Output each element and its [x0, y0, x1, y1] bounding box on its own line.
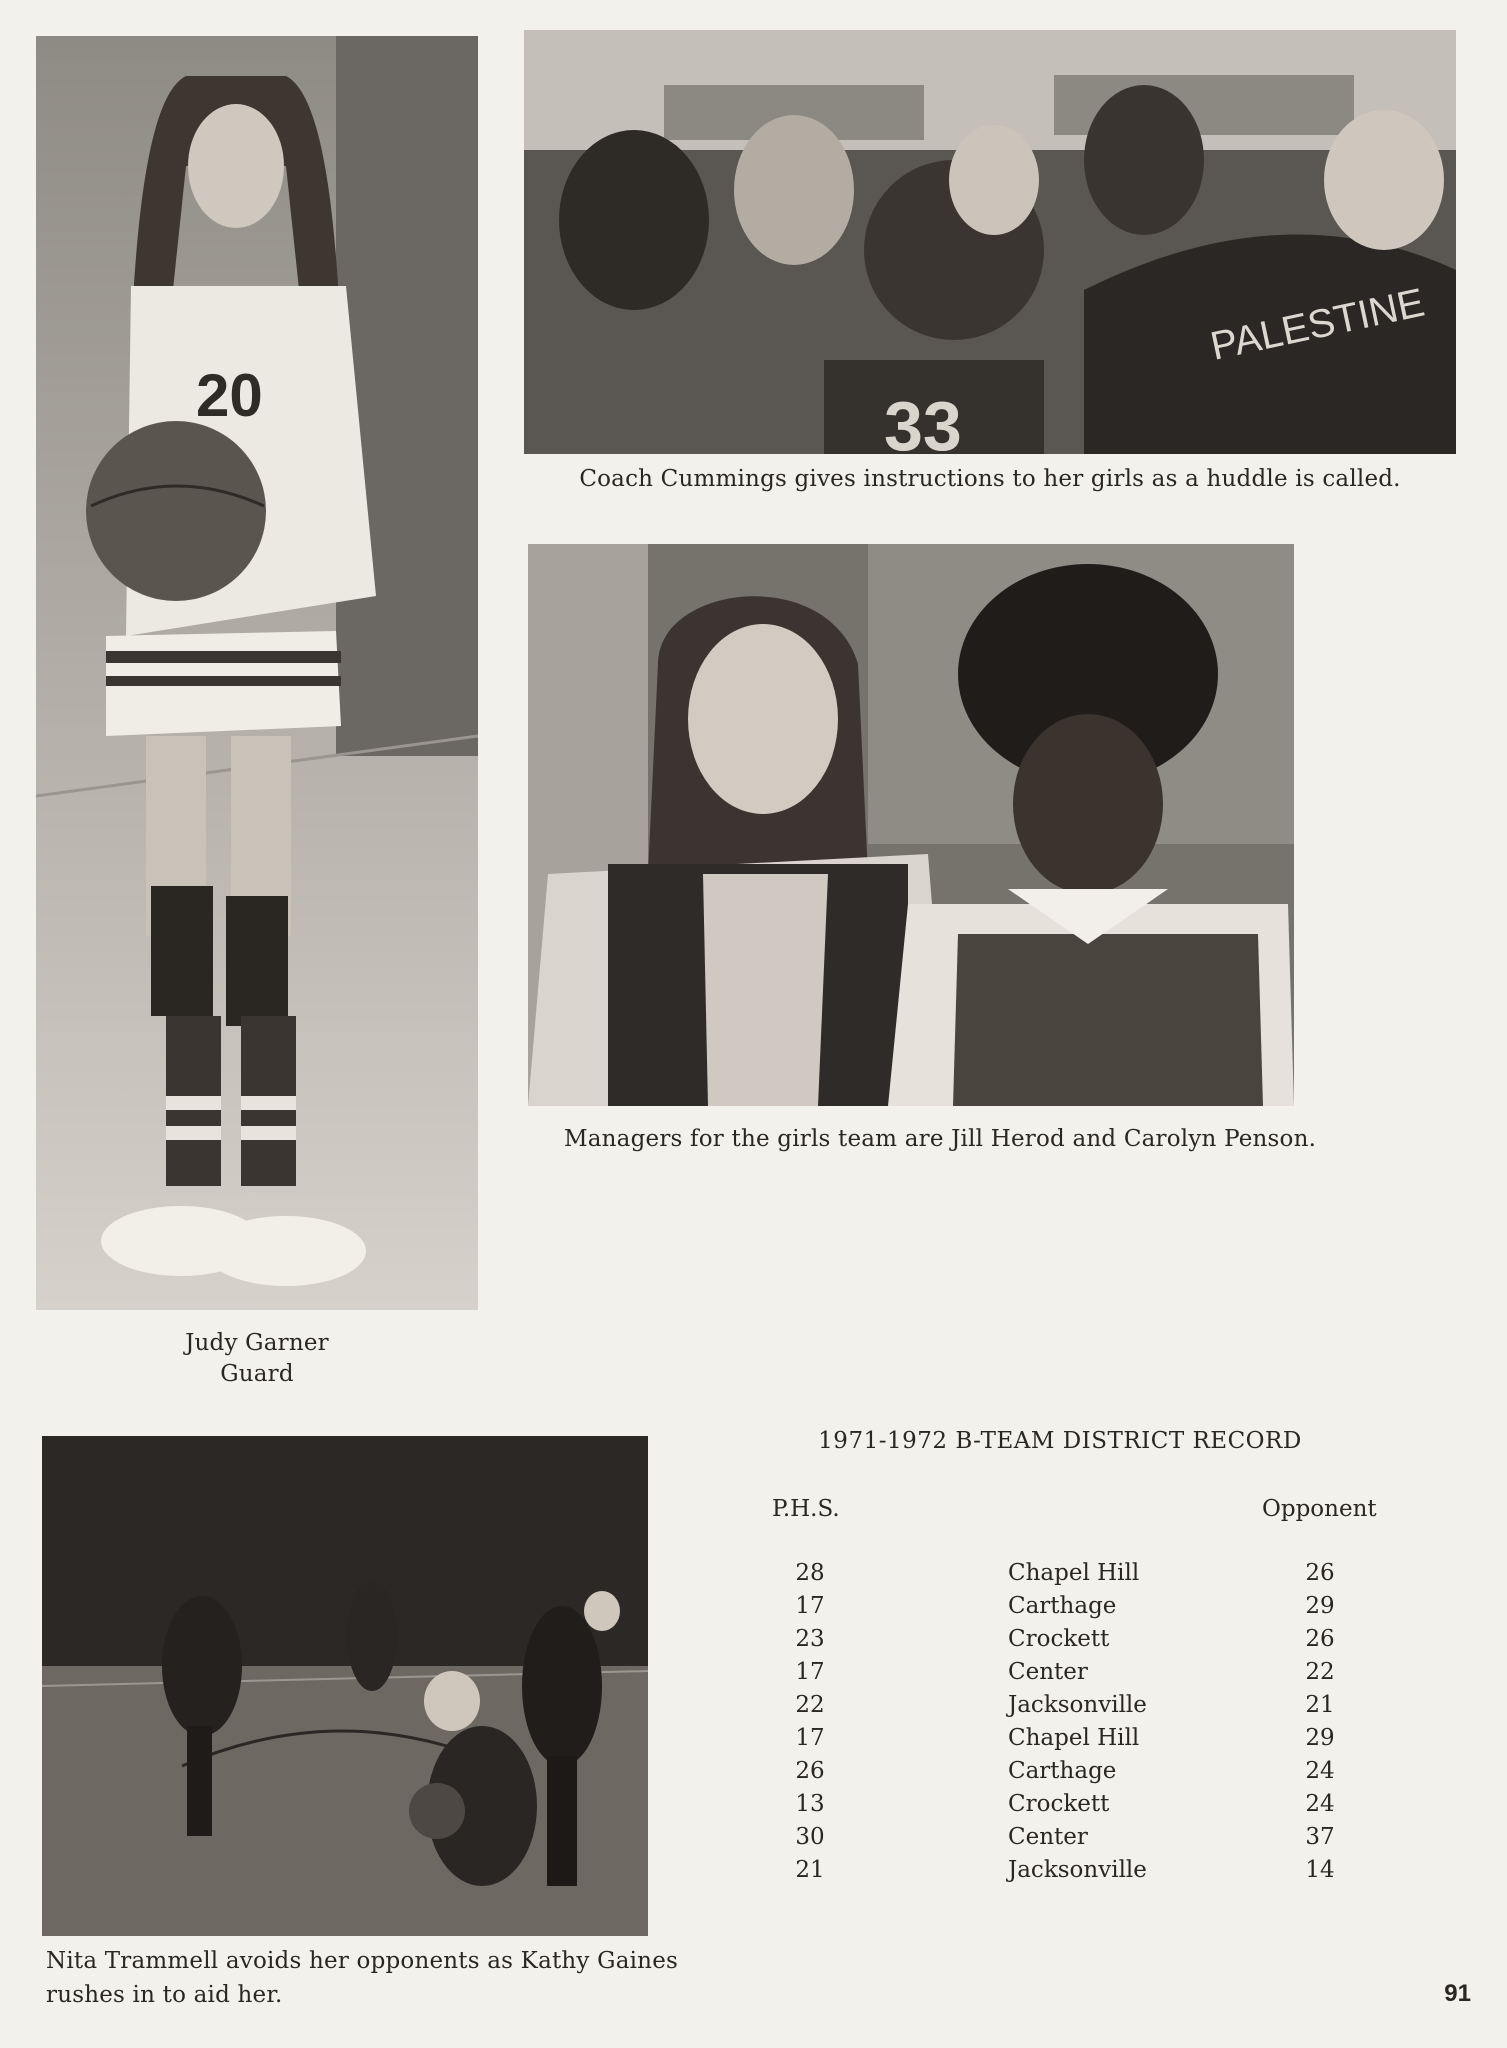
jersey-number: 20 [196, 362, 263, 429]
opponent-team: Carthage [1008, 1593, 1117, 1619]
managers-photo [528, 544, 1294, 1106]
huddle-photo [524, 30, 1456, 454]
phs-score: 17 [795, 1725, 825, 1751]
phs-score: 26 [795, 1758, 825, 1784]
opponent-score: 37 [1305, 1824, 1335, 1850]
opponent-team: Center [1008, 1824, 1088, 1850]
judy-name-caption: Judy Garner [185, 1330, 329, 1356]
phs-score: 17 [795, 1659, 825, 1685]
opponent-team: Jacksonville [1008, 1692, 1147, 1718]
opponent-score: 26 [1305, 1626, 1335, 1652]
game-caption-line1: Nita Trammell avoids her opponents as Kathy Gaines [46, 1948, 679, 1974]
opponent-team: Center [1008, 1659, 1088, 1685]
opponent-score: 21 [1305, 1692, 1335, 1718]
opponent-score: 24 [1305, 1758, 1335, 1784]
page-number: 91 [1444, 1980, 1471, 2007]
opponent-team: Chapel Hill [1008, 1725, 1140, 1751]
jacket-lettering: PALESTINE [1206, 280, 1429, 369]
judy-garner-photo [36, 36, 478, 1310]
phs-score: 30 [795, 1824, 825, 1850]
phs-score: 22 [795, 1692, 825, 1718]
opponent-team: Crockett [1008, 1626, 1110, 1652]
opponent-score: 22 [1305, 1659, 1335, 1685]
opponent-team: Jacksonville [1008, 1857, 1147, 1883]
judy-position-caption: Guard [220, 1361, 294, 1387]
opponent-score: 29 [1305, 1593, 1335, 1619]
opponent-score: 26 [1305, 1560, 1335, 1586]
opponent-score: 24 [1305, 1791, 1335, 1817]
game-action-photo [42, 1436, 648, 1936]
opponent-column-header: Opponent [1262, 1496, 1377, 1522]
phs-score: 13 [795, 1791, 825, 1817]
phs-score: 23 [795, 1626, 825, 1652]
phs-score: 21 [795, 1857, 825, 1883]
opponent-team: Chapel Hill [1008, 1560, 1140, 1586]
managers-caption: Managers for the girls team are Jill Herod and Carolyn Penson. [564, 1126, 1317, 1152]
phs-score: 17 [795, 1593, 825, 1619]
opponent-team: Carthage [1008, 1758, 1117, 1784]
record-title: 1971-1972 B-TEAM DISTRICT RECORD [818, 1428, 1302, 1454]
back-jersey-number: 33 [884, 387, 962, 454]
opponent-team: Crockett [1008, 1791, 1110, 1817]
game-caption-line2: rushes in to aid her. [46, 1982, 283, 2008]
phs-column-header: P.H.S. [772, 1496, 840, 1522]
huddle-caption: Coach Cummings gives instructions to her girls as a huddle is called. [579, 466, 1401, 492]
opponent-score: 14 [1305, 1857, 1335, 1883]
phs-score: 28 [795, 1560, 825, 1586]
opponent-score: 29 [1305, 1725, 1335, 1751]
